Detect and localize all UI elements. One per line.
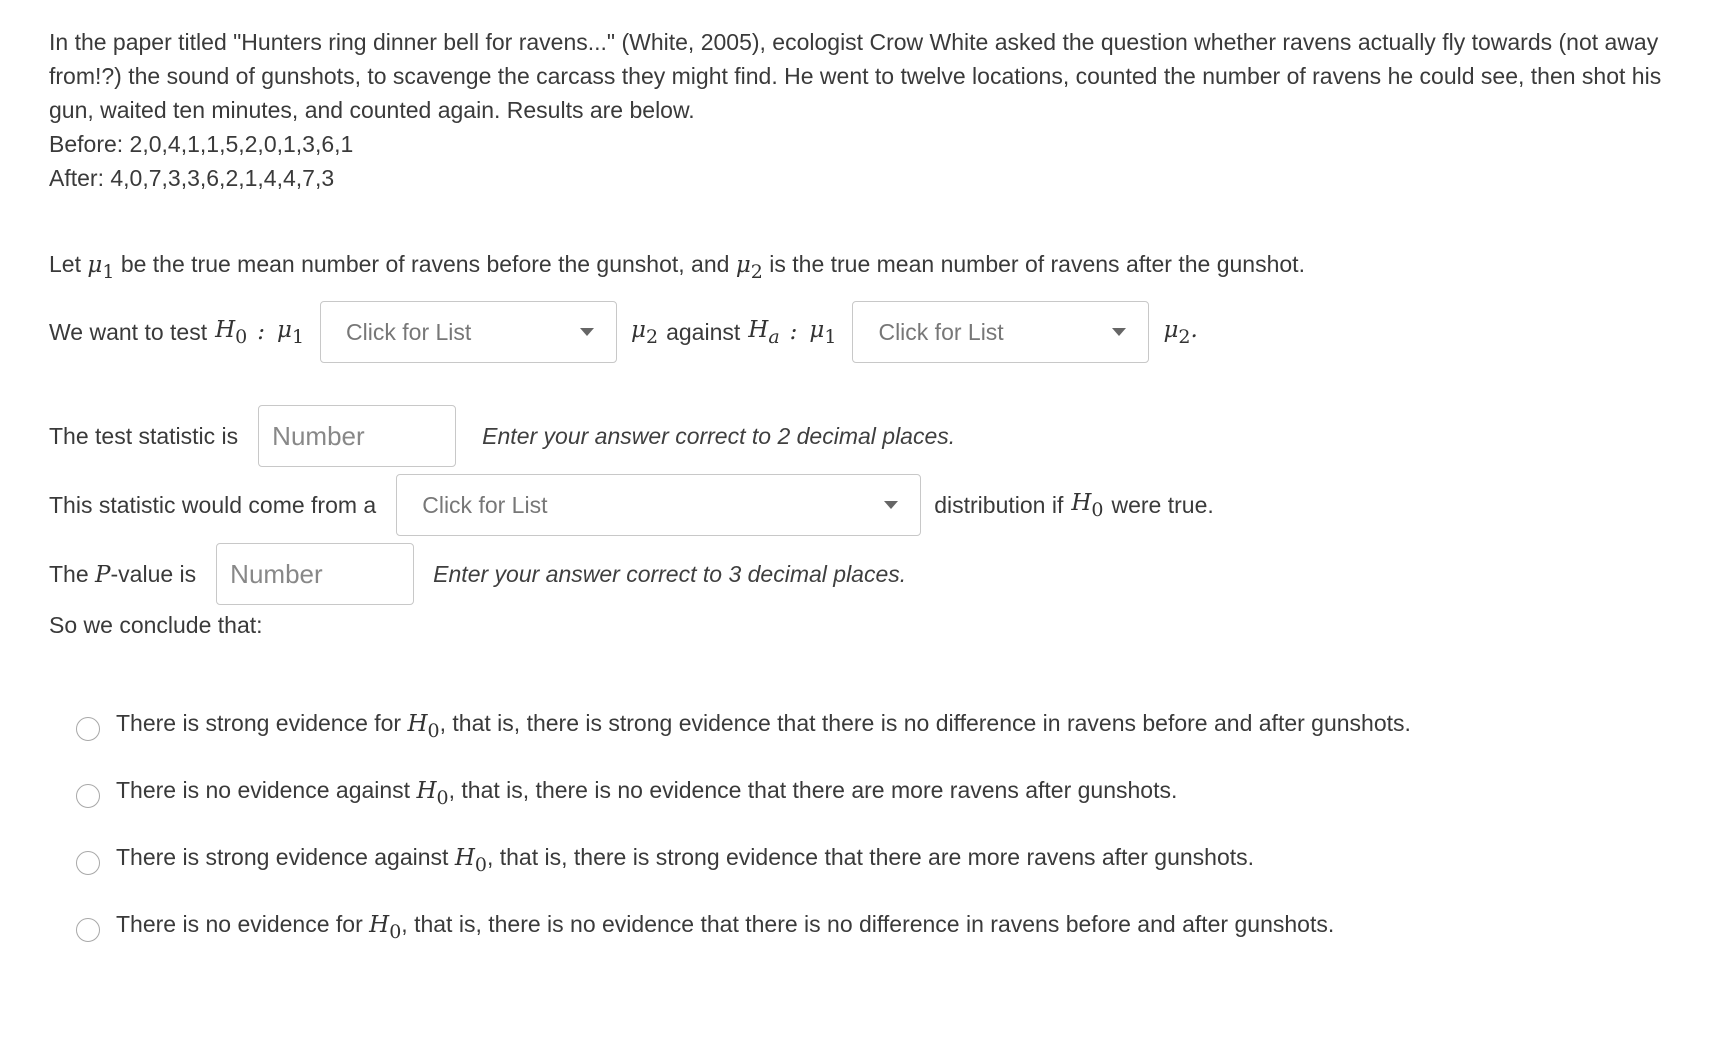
choice-option-1[interactable]: [76, 710, 1411, 742]
conclude-row: [49, 612, 263, 639]
choice-text: There is strong evidence against $H_0$, that is, there is strong evidence that there are more ravens after gunshots.: [116, 844, 1255, 876]
choice-text: There is strong evidence for $H_0$, that is, there is strong evidence that there is no difference in ravens before and after gunshots.: [116, 710, 1411, 742]
pvalue-label: The P-value is: [49, 560, 197, 588]
mu1-symbol: $\mu_1$: [277, 316, 305, 348]
against-text: against: [666, 318, 741, 345]
distribution-select[interactable]: [396, 474, 921, 536]
radio-button[interactable]: [76, 784, 100, 808]
problem-intro: [49, 25, 1709, 195]
ha-symbol: $H_a$: [748, 316, 780, 348]
colon-symbol: :: [257, 319, 265, 345]
choice-text: There is no evidence against $H_0$, that is, there is no evidence that there are more ravens after gunshots.: [116, 777, 1178, 809]
pvalue-row: [49, 543, 906, 605]
mu2-symbol: $\mu_2$.: [1163, 316, 1198, 348]
mu-definition: [49, 247, 1305, 289]
test-statistic-input[interactable]: [258, 405, 456, 467]
alternative-relation-select[interactable]: [852, 301, 1149, 363]
alternative-relation-select-label: Click for List: [878, 318, 1004, 345]
choice-option-4[interactable]: [76, 911, 1334, 943]
let-text: Let: [49, 251, 81, 277]
h0-symbol: $H_0$: [215, 316, 248, 348]
radio-button[interactable]: [76, 851, 100, 875]
mu2-symbol: $\mu_2$: [735, 252, 763, 283]
pvalue-input[interactable]: [216, 543, 414, 605]
choice-option-3[interactable]: [76, 844, 1254, 876]
after-data: After: 4,0,7,3,3,6,2,1,4,4,7,3: [49, 165, 335, 191]
intro-paragraph: In the paper titled "Hunters ring dinner bell for ravens..." (White, 2005), ecologist Crow White asked the question whether ravens actually fly towards (not away from!?) the sound of gunshots, to scavenge the carcass they might find. He went to twelve locations, counted the number of ravens he could see, then shot his gun, waited ten minutes, and counted again. Results are below.: [49, 29, 1662, 123]
distribution-tail-text: distribution if: [934, 491, 1064, 518]
choice-option-2[interactable]: [76, 777, 1177, 809]
statistic-row: [49, 405, 955, 467]
mu1-description: be the true mean number of ravens before the gunshot, and: [120, 251, 730, 277]
h0-symbol: $H_0$: [1071, 489, 1104, 521]
statistic-label: The test statistic is: [49, 422, 239, 449]
distribution-row: [49, 474, 1214, 536]
distribution-label: This statistic would come from a: [49, 491, 377, 518]
chevron-down-icon: [580, 328, 594, 336]
null-relation-select-label: Click for List: [346, 318, 472, 345]
radio-button[interactable]: [76, 918, 100, 942]
chevron-down-icon: [1112, 328, 1126, 336]
conclude-label: So we conclude that:: [49, 612, 263, 638]
hypothesis-row: [49, 301, 1198, 363]
mu2-description: is the true mean number of ravens after the gunshot.: [769, 251, 1305, 277]
before-data: Before: 2,0,4,1,1,5,2,0,1,3,6,1: [49, 131, 354, 157]
null-relation-select[interactable]: [320, 301, 617, 363]
distribution-select-label: Click for List: [422, 491, 548, 518]
statistic-hint: Enter your answer correct to 2 decimal places.: [482, 422, 956, 449]
were-true-text: were true.: [1111, 491, 1214, 518]
chevron-down-icon: [884, 501, 898, 509]
colon-symbol: :: [789, 319, 798, 345]
mu2-symbol: $\mu_2$: [631, 316, 659, 348]
radio-button[interactable]: [76, 717, 100, 741]
mu1-symbol: $\mu_1$: [809, 316, 837, 348]
mu1-symbol: $\mu_1$: [87, 252, 115, 283]
choice-text: There is no evidence for $H_0$, that is, there is no evidence that there is no difference in ravens before and after gunshots.: [116, 911, 1335, 943]
pvalue-hint: Enter your answer correct to 3 decimal places.: [433, 560, 907, 587]
hypothesis-lead: We want to test: [49, 318, 208, 345]
